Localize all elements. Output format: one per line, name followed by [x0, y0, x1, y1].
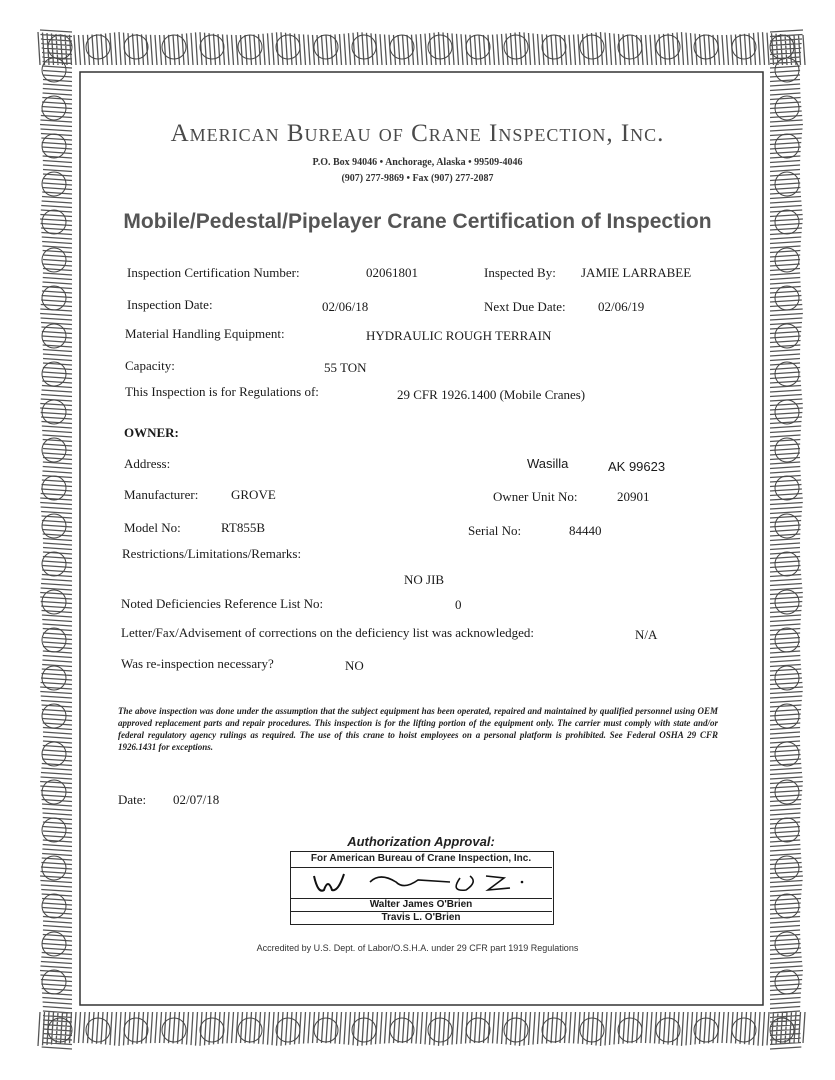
restrictions-label: Restrictions/Limitations/Remarks:: [122, 546, 302, 561]
owner-label: OWNER:: [124, 425, 179, 440]
signer-name-1: Walter James O'Brien: [369, 899, 473, 910]
acknowledged-label: Letter/Fax/Advisement of corrections on the deficiency list was acknowledged:: [121, 625, 534, 640]
authorization-title: Authorization Approval:: [347, 834, 495, 849]
signer-name-2: Travis L. O'Brien: [381, 912, 461, 923]
authorization-for-line: For American Bureau of Crane Inspection, Inc.: [310, 853, 532, 864]
regulations-value: 29 CFR 1926.1400 (Mobile Cranes): [397, 387, 586, 402]
inspection-date-value: 02/06/18: [322, 299, 369, 314]
equipment-label: Material Handling Equipment:: [125, 326, 285, 341]
cert-number-label: Inspection Certification Number:: [127, 265, 300, 280]
serial-value: 84440: [569, 523, 602, 538]
date-value: 02/07/18: [173, 792, 220, 807]
date-label: Date:: [118, 792, 147, 807]
manufacturer-value: GROVE: [231, 487, 276, 502]
inspected-by-value: JAMIE LARRABEE: [581, 265, 692, 280]
cert-number-value: 02061801: [366, 265, 418, 280]
model-label: Model No:: [124, 520, 181, 535]
deficiencies-value: 0: [455, 597, 462, 612]
inspected-by-label: Inspected By:: [484, 265, 556, 280]
owner-unit-label: Owner Unit No:: [493, 489, 578, 504]
certificate-title: Mobile/Pedestal/Pipelayer Crane Certification of Inspection: [123, 210, 712, 233]
owner-city: Wasilla: [527, 456, 569, 471]
disclaimer-text: The above inspection was done under the assumption that the subject equipment has been operated, repaired and maintained by qualified personnel using OEM approved replacement parts and repair procedures. This inspection is for the lifting portion of the equipment only. The carrier must comply with state and/or federal regulatory agency rulings as required. The use of this crane to hoist employees on a personal platform is prohibited. See Federal OSHA 29 CFR 1926.1431 for exceptions.: [118, 706, 718, 752]
next-due-label: Next Due Date:: [484, 299, 566, 314]
company-phone: (907) 277-9869 • Fax (907) 277-2087: [341, 173, 494, 184]
deficiencies-label: Noted Deficiencies Reference List No:: [121, 596, 324, 611]
company-name: American Bureau of Crane Inspection, Inc.: [170, 120, 665, 147]
manufacturer-label: Manufacturer:: [124, 487, 199, 502]
reinspection-label: Was re-inspection necessary?: [121, 656, 274, 671]
capacity-label: Capacity:: [125, 358, 175, 373]
reinspection-value: NO: [345, 658, 364, 673]
regulations-label: This Inspection is for Regulations of:: [125, 384, 319, 399]
signature: [300, 868, 540, 898]
model-value: RT855B: [221, 520, 266, 535]
accreditation-note: Accredited by U.S. Dept. of Labor/O.S.H.A. under 29 CFR part 1919 Regulations: [256, 943, 579, 953]
capacity-value: 55 TON: [324, 360, 367, 375]
acknowledged-value: N/A: [635, 627, 658, 642]
equipment-value: HYDRAULIC ROUGH TERRAIN: [366, 328, 552, 343]
owner-state-zip: AK 99623: [608, 459, 666, 474]
owner-unit-value: 20901: [617, 489, 650, 504]
company-address: P.O. Box 94046 • Anchorage, Alaska • 99509-4046: [312, 157, 523, 168]
inspection-date-label: Inspection Date:: [127, 297, 213, 312]
address-label: Address:: [124, 456, 171, 471]
next-due-value: 02/06/19: [598, 299, 645, 314]
restrictions-value: NO JIB: [404, 572, 445, 587]
serial-label: Serial No:: [468, 523, 522, 538]
